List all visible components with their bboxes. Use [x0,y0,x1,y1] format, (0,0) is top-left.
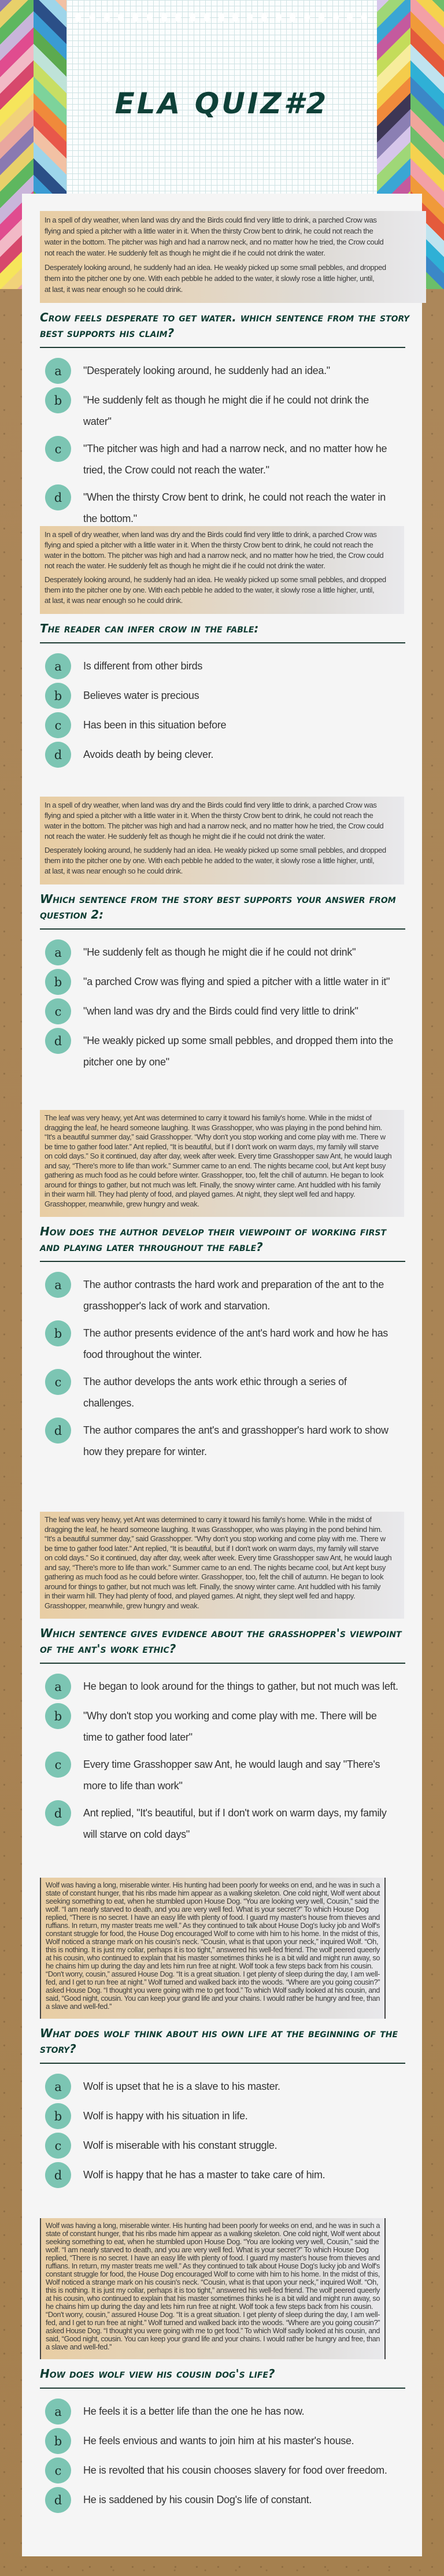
passage-line: wolf. “I am nearly starved to death, and you are very well fed. What is your secret?” To which House Dog [46,2245,369,2254]
passage-line: constant struggle for food, the House Dog encouraged Wolf to come with him to his home. In the midst of this, [46,2270,380,2278]
question-heading: How does wolf view his cousin dog's life? [40,2367,275,2381]
option-letter-badge[interactable]: b [45,969,71,995]
passage-line: be time to gather food later.” Ant replied, “It is beautiful, but if I don't work on warm days, my family will starve [45,1142,379,1151]
option-text[interactable]: Ant replied, "It's beautiful, but if I don't work on warm days, my family will starve on cold days" [83,1807,387,1840]
passage-line: In a spell of dry weather, when land was dry and the Birds could find very little to drink, a parched Crow was [45,801,377,809]
passage-line: state of constant hunger, that his ribs made him appear as a walking skeleton. One cold night, Wolf went about [46,1889,380,1897]
option-letter-badge[interactable]: c [45,998,71,1024]
passage-line: around for things to gather, but not much was left. Finally, the snowy winter came. Ant huddled with his family [45,1582,381,1591]
answer-option-c[interactable] [40,1369,422,1414]
answer-option-a[interactable] [40,1674,422,1700]
question-heading: What does wolf think about his own life at the beginning of the story? [40,2026,398,2056]
passage-line: them into the pitcher one by one. With each pebble he added to the water, it slowly rose a little higher, until, [45,274,375,283]
option-letter-badge[interactable]: a [45,358,71,384]
answer-option-d[interactable] [40,1417,422,1463]
passage-line: be time to gather food later.” Ant replied, “It is beautiful, but if I don't work on warm days, my family will starve [45,1544,379,1553]
passage-line: them into the pitcher one by one. With each pebble he added to the water, it slowly rose a little higher, until, [45,586,375,594]
option-letter-badge[interactable]: d [45,1417,71,1444]
passage-line: Wolf was having a long, miserable winter. His hunting had been poorly for weeks on end, and he was in such a [46,2221,380,2230]
answer-option-c[interactable] [40,2133,422,2159]
passage-line: gathering as much food as he could before winter. Grasshopper, too, felt the chill of autumn. He began to look [45,1171,384,1179]
option-letter-badge[interactable]: b [45,2428,71,2454]
answer-options [40,653,422,768]
answer-options [40,2399,422,2513]
answer-options [40,2074,422,2188]
passage-line: wolf. “I am nearly starved to death, and you are very well fed. What is your secret?” To which House Dog [46,1905,369,1914]
passage-line: The leaf was very heavy, yet Ant was determined to carry it toward his family's home. While in the midst of [45,1113,372,1122]
passage-image [40,797,404,884]
option-letter-badge[interactable]: d [45,1028,71,1054]
passage-line: a slave and well-fed.” [46,2002,112,2011]
option-text[interactable]: "When the thirsty Crow bent to drink, he could not reach the water in the bottom." [83,491,386,524]
passage-line: he chains him up during the day and lets him run free at night. Wolf took a few steps back from his cousin. [46,2302,373,2311]
option-letter-badge[interactable]: b [45,683,71,709]
question-section [22,1110,422,1512]
question-section [22,194,422,526]
answer-option-d[interactable] [40,1028,422,1073]
passage-line: this is nothing. It is just my collar, perhaps it is too tight,” answered his well-fed friend. The wolf peered queerly [46,2286,380,2294]
divider [40,347,405,348]
answer-option-a[interactable] [40,2074,422,2100]
question-section [22,526,422,797]
question-section [22,1512,422,1878]
question-heading: How does the author develop their viewpoint of working first and playing later throughout the fable? [40,1224,386,1254]
passage-line: Wolf was having a long, miserable winter. His hunting had been poorly for weeks on end, and he was in such a [46,1881,380,1889]
passage-line: dragging the leaf, he heard someone laughing. It was Grasshopper, who was playing in the pond behind him. [45,1524,382,1534]
passage-paragraph [45,575,399,606]
passage-line: water in the bottom. The pitcher was high and had a narrow neck, and no matter how he tried, the Crow could [45,821,384,830]
option-letter-badge[interactable]: c [45,2133,71,2159]
answer-option-b[interactable] [40,1703,422,1748]
option-letter-badge[interactable]: a [45,1272,71,1298]
option-letter-badge[interactable]: d [45,742,71,768]
option-text[interactable]: The author develops the ants work ethic through a series of challenges. [83,1376,347,1409]
option-text[interactable]: He began to look around for the things to gather, but not much was left. [83,1681,398,1692]
option-letter-badge[interactable]: b [45,2103,71,2129]
option-text[interactable]: Wolf is happy with his situation in life. [83,2110,248,2122]
passage-line: constant struggle for food, the House Dog encouraged Wolf to come with him to his home. In the midst of this, [46,1929,380,1938]
divider [40,928,405,930]
option-letter-badge[interactable]: b [45,387,71,413]
passage-line: In a spell of dry weather, when land was dry and the Birds could find very little to drink, a parched Crow was [45,216,377,224]
passage-line: fed, and I get to run free at night.” Wolf turned and walked back into the woods. “Where are you going cousin?” [46,2318,380,2327]
question-heading: Which sentence gives evidence about the grasshopper's viewpoint of the ant's work ethic? [40,1626,402,1656]
option-text[interactable]: Believes water is precious [83,690,199,701]
option-letter-badge[interactable]: c [45,436,71,462]
passage-line: asked House Dog. “I thought you were going with me to get food.” To which Wolf sadly looked at his cousin, and [46,1986,380,1994]
answer-option-d[interactable] [40,1800,422,1845]
passage-line: “It's a beautiful summer day,” said Grasshopper. “Why don't you stop working and come play with me. There w [45,1534,386,1543]
passage-image [40,1878,386,2019]
passage-line: at last, it was near enough so he could drink. [45,596,183,605]
passage-line: not reach the water. He suddenly felt as though he might die if he could not drink the water. [45,249,325,257]
passage-line: in their warm hill. They had plenty of food, and played games. At night, they slept well fed and happy. [45,1190,356,1198]
passage-line: ruffians. In return, my master treats me well.” As they continued to talk about House Dog's lucky job and Wolf's [46,2262,380,2270]
option-letter-badge[interactable]: b [45,1320,71,1346]
option-letter-badge[interactable]: d [45,1800,71,1826]
passage-line: “Don't worry, cousin,” assured House Dog. “It is a great situation. I get plenty of sleep during the day, I am well- [46,1970,380,1978]
passage-line: “It's a beautiful summer day,” said Grasshopper. “Why don't you stop working and come play with me. There w [45,1132,386,1141]
question-heading: The reader can infer crow in the fable: [40,621,259,635]
option-letter-badge[interactable]: d [45,2162,71,2188]
option-letter-badge[interactable]: d [45,2487,71,2513]
passage-paragraph [45,1113,399,1209]
passage-line: fed, and I get to run free at night.” Wolf turned and walked back into the woods. “Where are you going cousin?” [46,1978,380,1986]
option-letter-badge[interactable]: c [45,712,71,738]
answer-option-c[interactable] [40,2457,422,2484]
answer-option-b[interactable] [40,1320,422,1365]
option-letter-badge[interactable]: a [45,2399,71,2425]
passage-paragraph [45,1515,399,1611]
passage-image [40,526,404,614]
answer-options [40,358,422,530]
paper-holes [75,13,367,22]
passage-line: seeking something to eat, when he stumbled upon House Dog. “You are looking very well, Cousin,” said the [46,2237,379,2246]
passage-line: flying and spied a pitcher with a little water in it. When the thirsty Crow bent to drink, he could not reach the [45,811,373,820]
passage-line: Desperately looking around, he suddenly had an idea. He weakly picked up some small pebbles, and dropped [45,575,386,584]
answer-option-a[interactable] [40,939,422,965]
option-text[interactable]: He feels envious and wants to join him at his master's house. [83,2435,354,2447]
answer-option-a[interactable] [40,1272,422,1317]
option-text[interactable]: "when land was dry and the Birds could find very little to drink" [83,1005,358,1017]
option-text[interactable]: "He weakly picked up some small pebbles, and dropped them into the pitcher one by one" [83,1035,393,1068]
option-text[interactable]: Is different from other birds [83,660,203,672]
passage-line: them into the pitcher one by one. With each pebble he added to the water, it slowly rose a little higher, until, [45,856,375,865]
passage-line: at his cousin, who continued to explain that his master sometimes thinks he is a bit wild and might run away, so [46,2294,380,2303]
answer-option-d[interactable] [40,2162,422,2188]
passage-line: Grasshopper, meanwhile, grew hungry and weak. [45,1601,199,1610]
option-text[interactable]: Wolf is happy that he has a master to take care of him. [83,2169,325,2181]
passage-line: Desperately looking around, he suddenly had an idea. He weakly picked up some small pebbles, and dropped [45,263,386,272]
passage-line: a slave and well-fed.” [46,2342,112,2351]
passage-line: in their warm hill. They had plenty of food, and played games. At night, they slept well fed and happy. [45,1592,356,1600]
answer-options [40,939,422,1073]
option-text[interactable]: "Why don't stop you working and come play with me. There will be time to gather food later" [83,1710,377,1743]
passage-line: this is nothing. It is just my collar, perhaps it is too tight,” answered his well-fed friend. The wolf peered queerly [46,1945,380,1954]
option-letter-badge[interactable]: a [45,2074,71,2100]
passage-line: Wolf noticed a strange mark on his cousin's neck. “Cousin, what is that upon your neck,” inquired Wolf. “Oh, [46,2278,379,2286]
passage-line: ruffians. In return, my master treats me well.” As they continued to talk about House Dog's lucky job and Wolf's [46,1921,380,1930]
passage-paragraph [45,214,421,258]
option-text[interactable]: The author compares the ant's and grasshopper's hard work to show how they prepare for winter. [83,1424,388,1457]
divider [40,2388,405,2389]
answer-option-c[interactable] [40,436,422,481]
passage-line: he chains him up during the day and lets him run free at night. Wolf took a few steps back from his cousin. [46,1961,373,1970]
answer-option-d[interactable] [40,742,422,768]
passage-line: “Don't worry, cousin,” assured House Dog. “It is a great situation. I get plenty of sleep during the day, I am well- [46,2310,380,2319]
passage-line: The leaf was very heavy, yet Ant was determined to carry it toward his family's home. While in the midst of [45,1515,372,1524]
passage-paragraph [45,530,399,571]
answer-option-c[interactable] [40,1752,422,1797]
option-letter-badge[interactable]: c [45,1752,71,1778]
question-section [22,797,422,1110]
passage-line: not reach the water. He suddenly felt as though he might die if he could not drink the water. [45,832,325,841]
answer-options [40,1674,422,1845]
option-letter-badge[interactable]: b [45,1703,71,1729]
option-text[interactable]: Avoids death by being clever. [83,749,214,760]
passage-image [40,211,426,303]
divider [40,642,405,643]
passage-image [40,1512,404,1619]
answer-option-d[interactable] [40,484,422,530]
passage-line: state of constant hunger, that his ribs made him appear as a walking skeleton. One cold night, Wolf went about [46,2229,380,2238]
option-text[interactable]: He is revolted that his cousin chooses slavery for food over freedom. [83,2464,387,2476]
option-text[interactable]: Wolf is miserable with his constant struggle. [83,2140,278,2151]
answer-option-b[interactable] [40,969,422,995]
passage-line: water in the bottom. The pitcher was high and had a narrow neck, and no matter how he tried, the Crow could [45,238,384,246]
passage-paragraph [45,845,399,876]
option-letter-badge[interactable]: c [45,2457,71,2484]
passage-line: flying and spied a pitcher with a little water in it. When the thirsty Crow bent to drink, he could not reach the [45,541,373,549]
option-text[interactable]: "a parched Crow was flying and spied a pitcher with a little water in it" [83,976,390,987]
answer-option-d[interactable] [40,2487,422,2513]
passage-paragraph [45,262,421,295]
answer-option-a[interactable] [40,653,422,679]
passage-paragraph [45,800,399,842]
passage-image [40,2218,386,2359]
passage-line: and say, “There's more to life than work.” Summer came to an end. The nights became cool, but Ant kept busy [45,1161,386,1170]
answer-option-b[interactable] [40,2428,422,2454]
passage-line: on cold days.” So it continued, day after day, week after week. Every time Grasshopper saw Ant, he would laugh [45,1152,392,1160]
passage-line: Grasshopper, meanwhile, grew hungry and weak. [45,1199,199,1208]
question-section [22,1878,422,2218]
option-text[interactable]: "Desperately looking around, he suddenly had an idea." [83,365,330,376]
passage-paragraph [46,2222,380,2351]
answer-options [40,1272,422,1463]
passage-line: flying and spied a pitcher with a little water in it. When the thirsty Crow bent to drink, he could not reach the [45,227,373,235]
passage-line: In a spell of dry weather, when land was dry and the Birds could find very little to drink, a parched Crow was [45,530,377,539]
option-letter-badge[interactable]: a [45,1674,71,1700]
passage-line: seeking something to eat, when he stumbled upon House Dog. “You are looking very well, Cousin,” said the [46,1897,379,1905]
answer-option-b[interactable] [40,2103,422,2129]
option-text[interactable]: The author contrasts the hard work and preparation of the ant to the grasshopper's lack of work and starvation. [83,1279,384,1312]
option-text[interactable]: Every time Grasshopper saw Ant, he would laugh and say "There's more to life than work" [83,1759,380,1792]
passage-line: around for things to gather, but not much was left. Finally, the snowy winter came. Ant huddled with his family [45,1180,381,1189]
passage-line: and say, “There's more to life than work.” Summer came to an end. The nights became cool, but Ant kept busy [45,1563,386,1572]
divider [40,2063,405,2064]
answer-option-a[interactable] [40,2399,422,2425]
option-text[interactable]: He is saddened by his cousin Dog's life of constant. [83,2494,312,2505]
passage-line: dragging the leaf, he heard someone laughing. It was Grasshopper, who was playing in the pond behind him. [45,1123,382,1132]
passage-line: replied, “There is no secret. I have an easy life with plenty of food. I guard my master's house from thieves and [46,2253,380,2262]
answer-option-b[interactable] [40,387,422,432]
option-letter-badge[interactable]: d [45,484,71,510]
passage-line: said, “Good night, cousin. You can keep your grand life and your chains. I would rather be hungry and free, than [46,1994,380,2003]
option-text[interactable]: "He suddenly felt as though he might die if he could not drink" [83,946,356,958]
question-heading: Which sentence from the story best supports your answer from question 2: [40,892,396,921]
divider [40,1663,405,1664]
question-heading: Crow feels desperate to get water. which sentence from the story best supports his claim? [40,310,410,340]
passage-line: said, “Good night, cousin. You can keep your grand life and your chains. I would rather be hungry and free, than [46,2334,380,2343]
answer-option-c[interactable] [40,712,422,738]
page-title: ELA QUIZ#2 [114,87,329,120]
passage-line: on cold days.” So it continued, day after day, week after week. Every time Grasshopper saw Ant, he would laugh [45,1553,392,1562]
passage-line: at last, it was near enough so he could drink. [45,867,183,875]
option-letter-badge[interactable]: c [45,1369,71,1395]
passage-paragraph [46,1881,380,2011]
option-text[interactable]: "He suddenly felt as though he might die if he could not drink the water" [83,394,369,427]
option-text[interactable]: He feels it is a better life than the one he has now. [83,2405,305,2417]
divider [40,1261,405,1262]
option-letter-badge[interactable]: a [45,939,71,965]
passage-line: asked House Dog. “I thought you were going with me to get food.” To which Wolf sadly looked at his cousin, and [46,2326,380,2335]
option-text[interactable]: Has been in this situation before [83,719,227,731]
passage-line: water in the bottom. The pitcher was high and had a narrow neck, and no matter how he tried, the Crow could [45,551,384,560]
option-text[interactable]: "The pitcher was high and had a narrow neck, and no matter how he tried, the Crow could not reach the water." [83,443,387,476]
passage-line: not reach the water. He suddenly felt as though he might die if he could not drink the water. [45,561,325,570]
option-text[interactable]: The author presents evidence of the ant's hard work and how he has food throughout the winter. [83,1327,388,1360]
option-letter-badge[interactable]: a [45,653,71,679]
option-text[interactable]: Wolf is upset that he is a slave to his master. [83,2081,280,2092]
passage-line: replied, “There is no secret. I have an easy life with plenty of food. I guard my master's house from thieves and [46,1913,380,1922]
question-section [22,2218,422,2539]
answer-option-a[interactable] [40,358,422,384]
answer-option-b[interactable] [40,683,422,709]
quiz-card [22,194,422,2556]
passage-line: gathering as much food as he could before winter. Grasshopper, too, felt the chill of autumn. He began to look [45,1572,384,1581]
passage-line: at his cousin, who continued to explain that his master sometimes thinks he is a bit wild and might run away, so [46,1953,380,1962]
passage-image [40,1110,404,1217]
passage-line: Wolf noticed a strange mark on his cousin's neck. “Cousin, what is that upon your neck,” inquired Wolf. “Oh, [46,1937,379,1946]
passage-line: Desperately looking around, he suddenly had an idea. He weakly picked up some small pebbles, and dropped [45,846,386,854]
passage-line: at last, it was near enough so he could drink. [45,285,183,294]
answer-option-c[interactable] [40,998,422,1024]
